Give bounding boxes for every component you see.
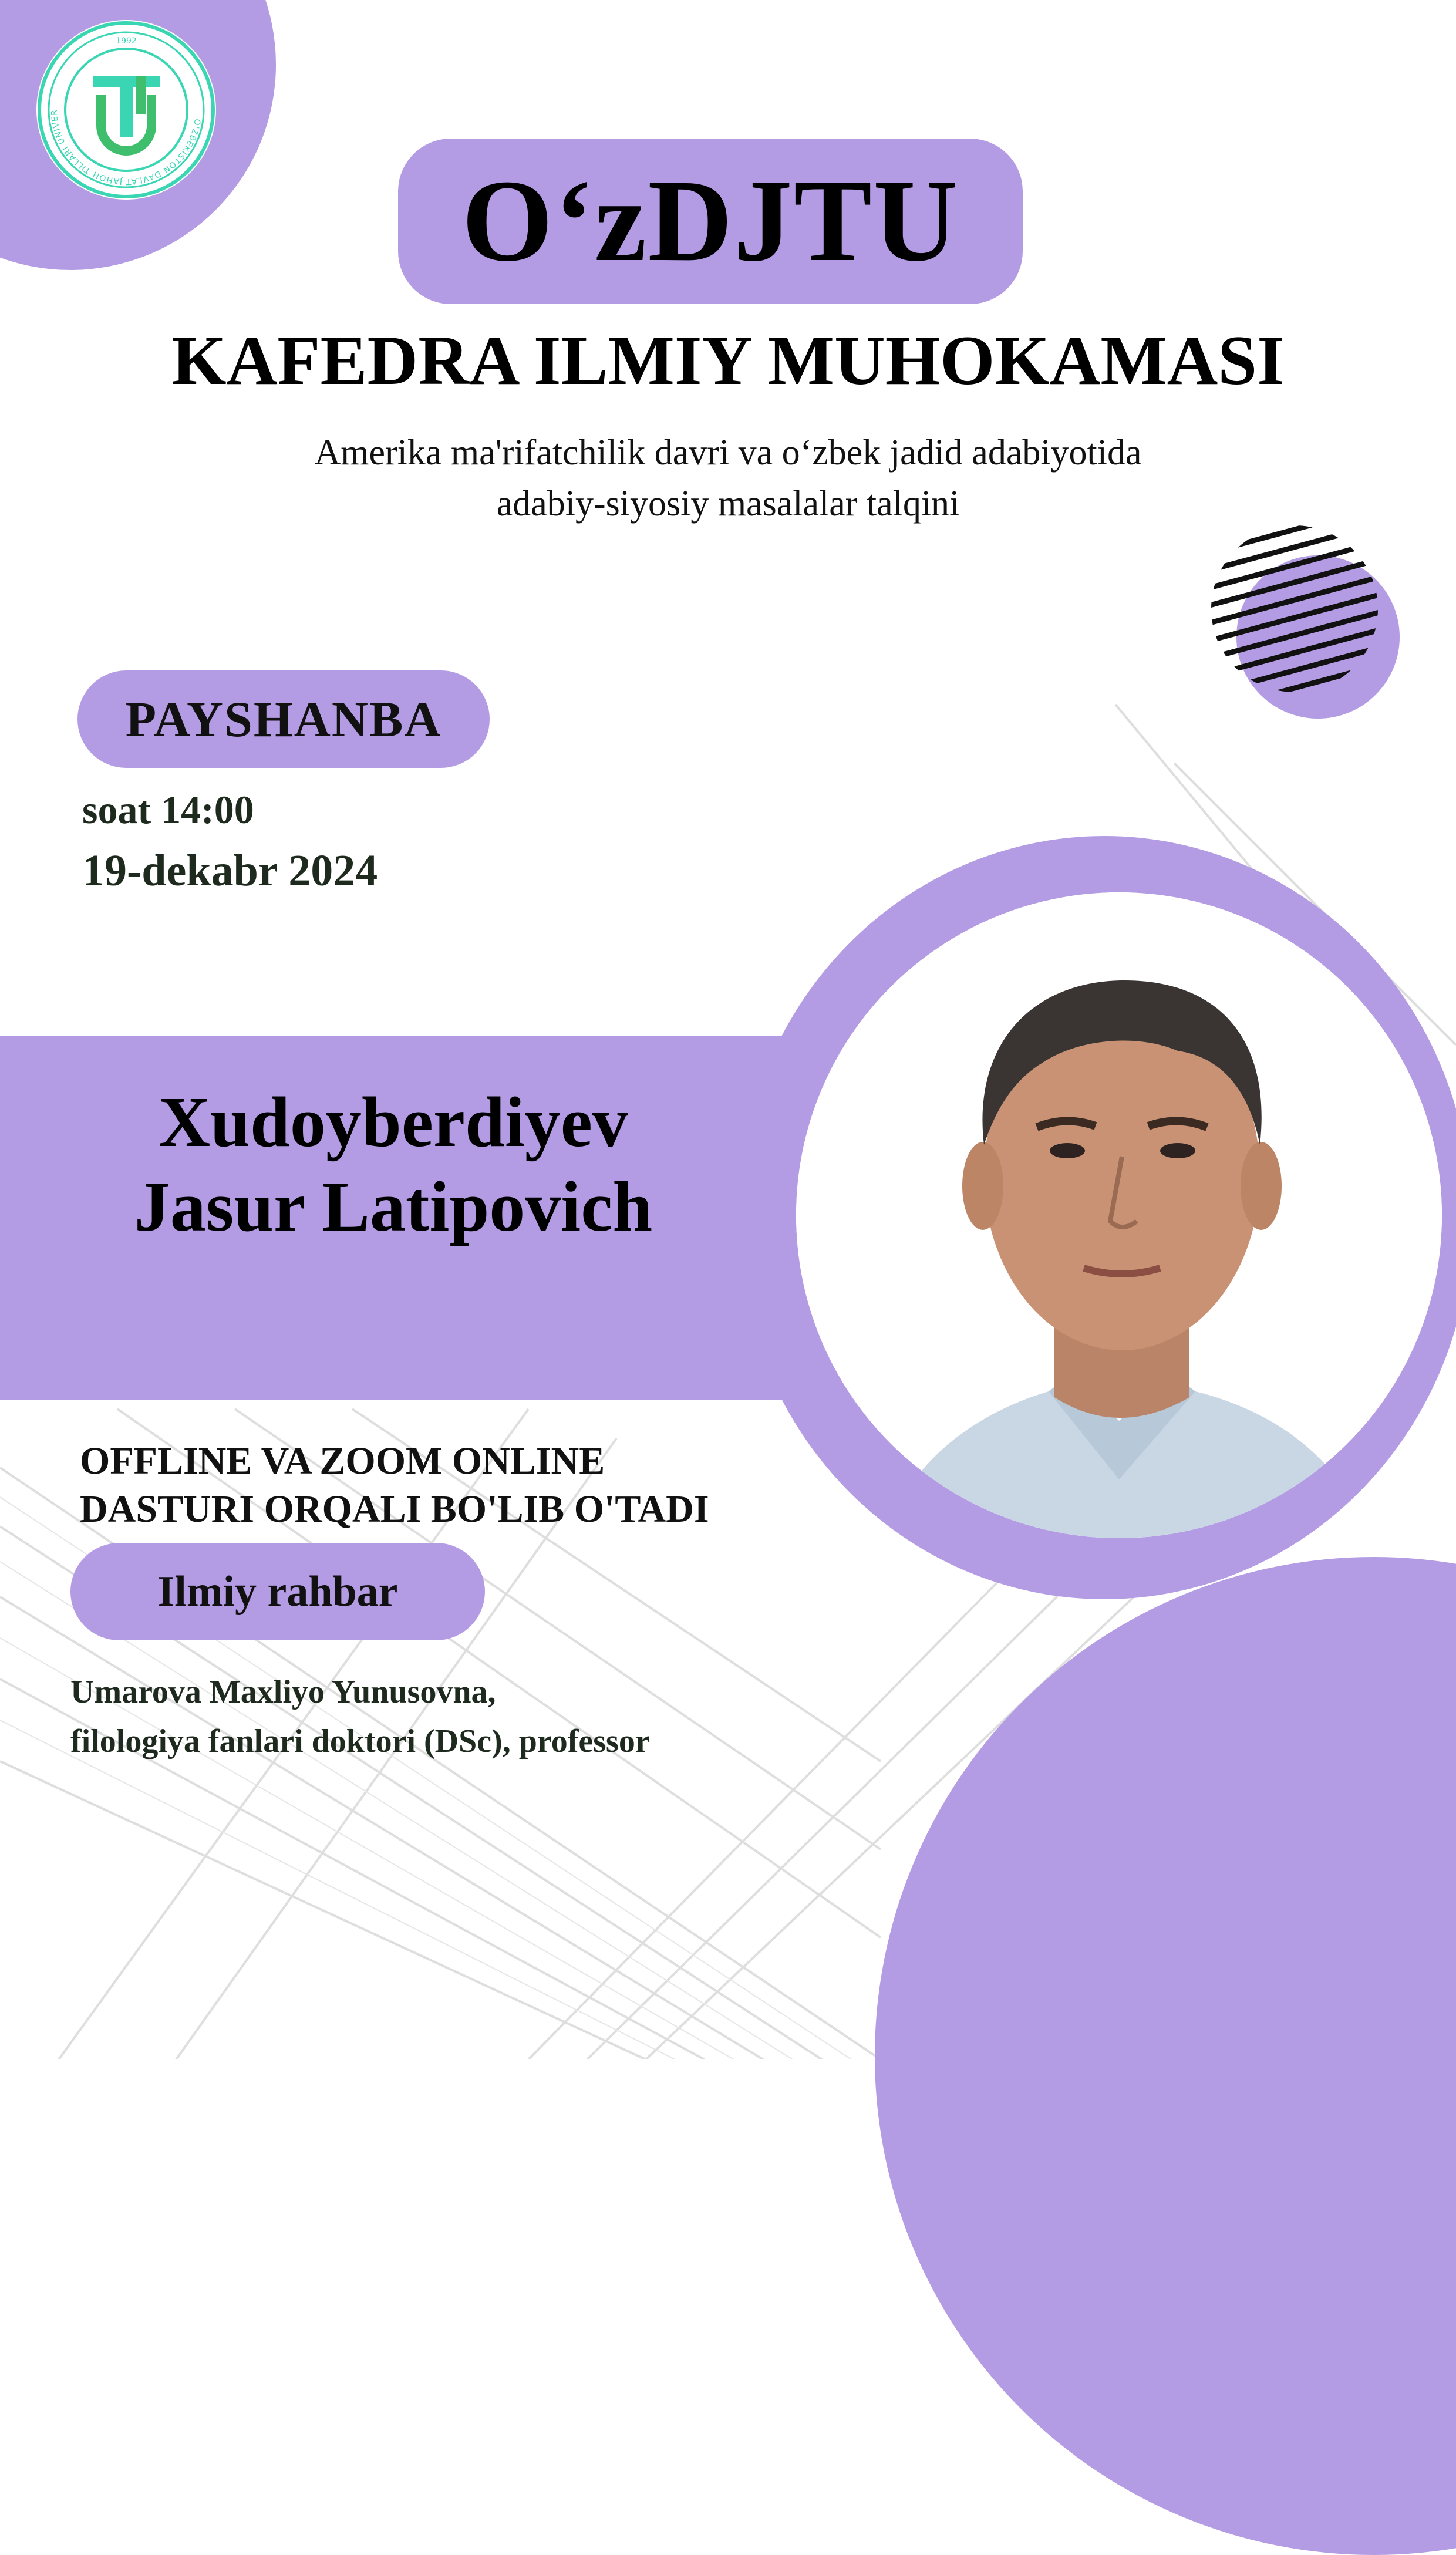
speaker-photo xyxy=(796,892,1442,1538)
striped-circle-decoration xyxy=(1209,524,1380,694)
event-format xyxy=(80,1437,709,1533)
advisor-title: filologiya fanlari doktori (DSc), professor xyxy=(70,1723,650,1759)
speaker-name xyxy=(0,1080,787,1249)
event-date: 19-dekabr 2024 xyxy=(82,846,378,895)
subtitle-line-2: adabiy-siyosiy masalalar talqini xyxy=(496,483,960,524)
advisor-label-pill xyxy=(70,1543,485,1640)
event-format-line-1: OFFLINE VA ZOOM ONLINE xyxy=(80,1440,605,1482)
subtitle-line-1: Amerika ma'rifatchilik davri va o‘zbek jadid adabiyotida xyxy=(314,433,1142,473)
brand-title: O‘zDJTU xyxy=(461,156,959,286)
event-format-line-2: DASTURI ORQALI BO'LIB O'TADI xyxy=(80,1487,709,1531)
event-heading xyxy=(0,322,1456,399)
brand-pill xyxy=(398,139,1023,304)
event-subtitle xyxy=(0,427,1456,530)
event-day: PAYSHANBA xyxy=(125,691,442,747)
speaker-name-line-1: Xudoyberdiyev xyxy=(159,1083,628,1162)
event-time: soat 14:00 xyxy=(82,787,254,832)
svg-text:1992: 1992 xyxy=(116,36,137,46)
speaker-name-line-2: Jasur Latipovich xyxy=(134,1167,653,1246)
svg-text:O'ZBEKISTON DAVLAT JAHON TILLA: O'ZBEKISTON DAVLAT JAHON TILLARI UNIVER xyxy=(49,109,203,187)
advisor-label: Ilmiy rahbar xyxy=(157,1567,398,1616)
advisor-info xyxy=(70,1667,650,1766)
event-heading-text: KAFEDRA ILMIY MUHOKAMASI xyxy=(171,321,1285,399)
university-logo xyxy=(36,20,216,200)
day-pill xyxy=(77,670,490,768)
advisor-name: Umarova Maxliyo Yunusovna, xyxy=(70,1674,496,1710)
